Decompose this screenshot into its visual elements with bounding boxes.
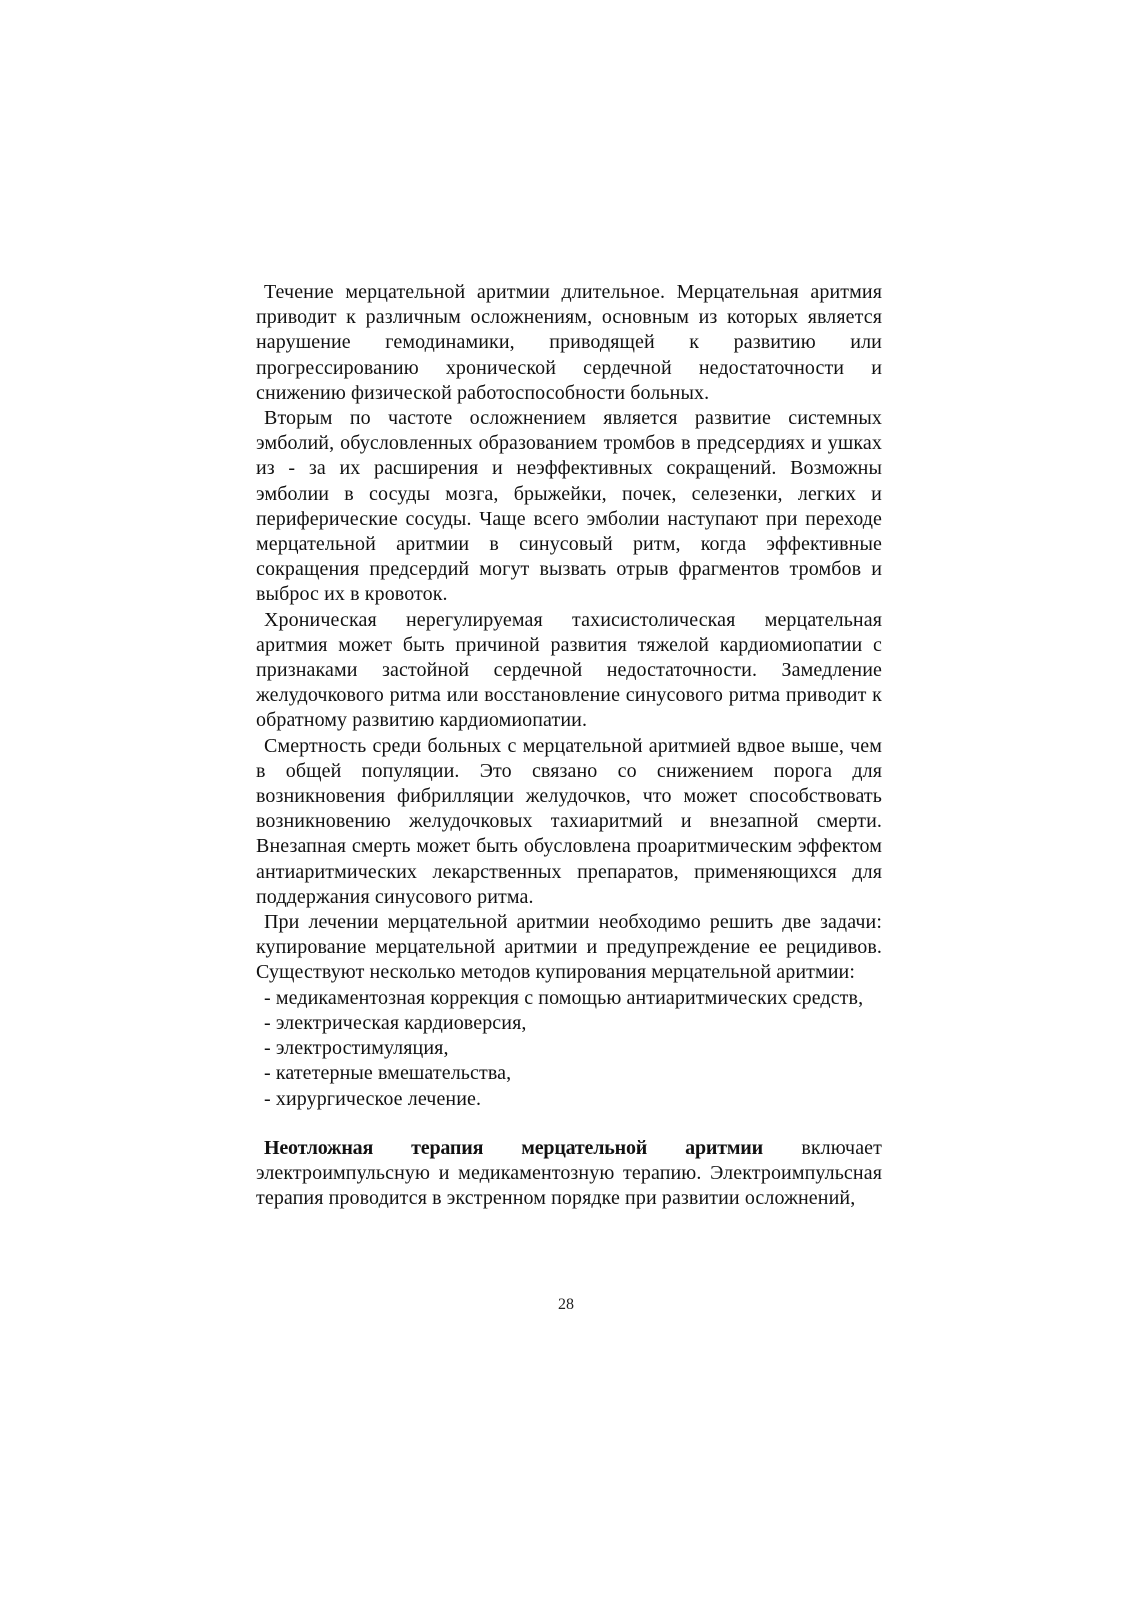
- list-item: - медикаментозная коррекция с помощью антиаритмических средств,: [264, 986, 864, 1009]
- paragraph-embolism: Вторым по частоте осложнением является развитие системных эмболий, обусловленных образованием тромбов в предсердиях и ушках из - за их расширения и неэффективных сокращений. Возможны эмболии в сосуды мозга, брыжейки, почек, селезенки, легких и периферические сосуды. Чаще всего эмболии наступают при переходе мерцательной аритмии в синусовый ритм, когда эффективные сокращения предсердий могут вызвать отрыв фрагментов тромбов и выброс их в кровоток.: [256, 407, 882, 606]
- section-gap: [256, 1112, 882, 1136]
- paragraph-emergency-therapy: [256, 1136, 882, 1212]
- page-number: 28: [558, 1296, 574, 1313]
- list-item: - хирургическое лечение.: [264, 1087, 482, 1110]
- paragraph-treatment: При лечении мерцательной аритмии необходимо решить две задачи: купирование мерцательной аритмии и предупреждение ее рецидивов. Существуют несколько методов купирования мерцательной аритмии:: [256, 911, 882, 984]
- body-text: [256, 280, 882, 1211]
- paragraph-cardiomyopathy: Хроническая нерегулируемая тахисистолическая мерцательная аритмия может быть причиной развития тяжелой кардиомиопатии с признаками застойной сердечной недостаточности. Замедление желудочкового ритма или восстановление синусового ритма приводит к обратному развитию кардиомиопатии.: [256, 608, 882, 732]
- paragraph-mortality: Смертность среди больных с мерцательной аритмией вдвое выше, чем в общей популяции. Это связано со снижением порога для возникновения фибрилляции желудочков, что может способствовать возникновению желудочковых тахиаритмий и внезапной смерти. Внезапная смерть может быть обусловлена проаритмическим эффектом антиаритмических лекарственных препаратов, применяющихся для поддержания синусового ритма.: [256, 734, 882, 908]
- paragraph-course: Течение мерцательной аритмии длительное. Мерцательная аритмия приводит к различным осложнениям, основным из которых является нарушение гемодинамики, приводящей к развитию или прогрессированию хронической сердечной недостаточности и снижению физической работоспособности больных.: [256, 281, 882, 404]
- list-item: - электростимуляция,: [264, 1037, 449, 1060]
- emergency-therapy-text: включает электроимпульсную и медикаментозную терапию. Электроимпульсная терапия проводится в экстренном порядке при развитии осложнений,: [256, 1136, 882, 1210]
- methods-list: [256, 986, 882, 1112]
- list-item: - катетерные вмешательства,: [264, 1062, 512, 1085]
- list-item: - электрическая кардиоверсия,: [264, 1011, 527, 1034]
- emergency-therapy-heading: Неотложная терапия мерцательной аритмии: [264, 1136, 763, 1159]
